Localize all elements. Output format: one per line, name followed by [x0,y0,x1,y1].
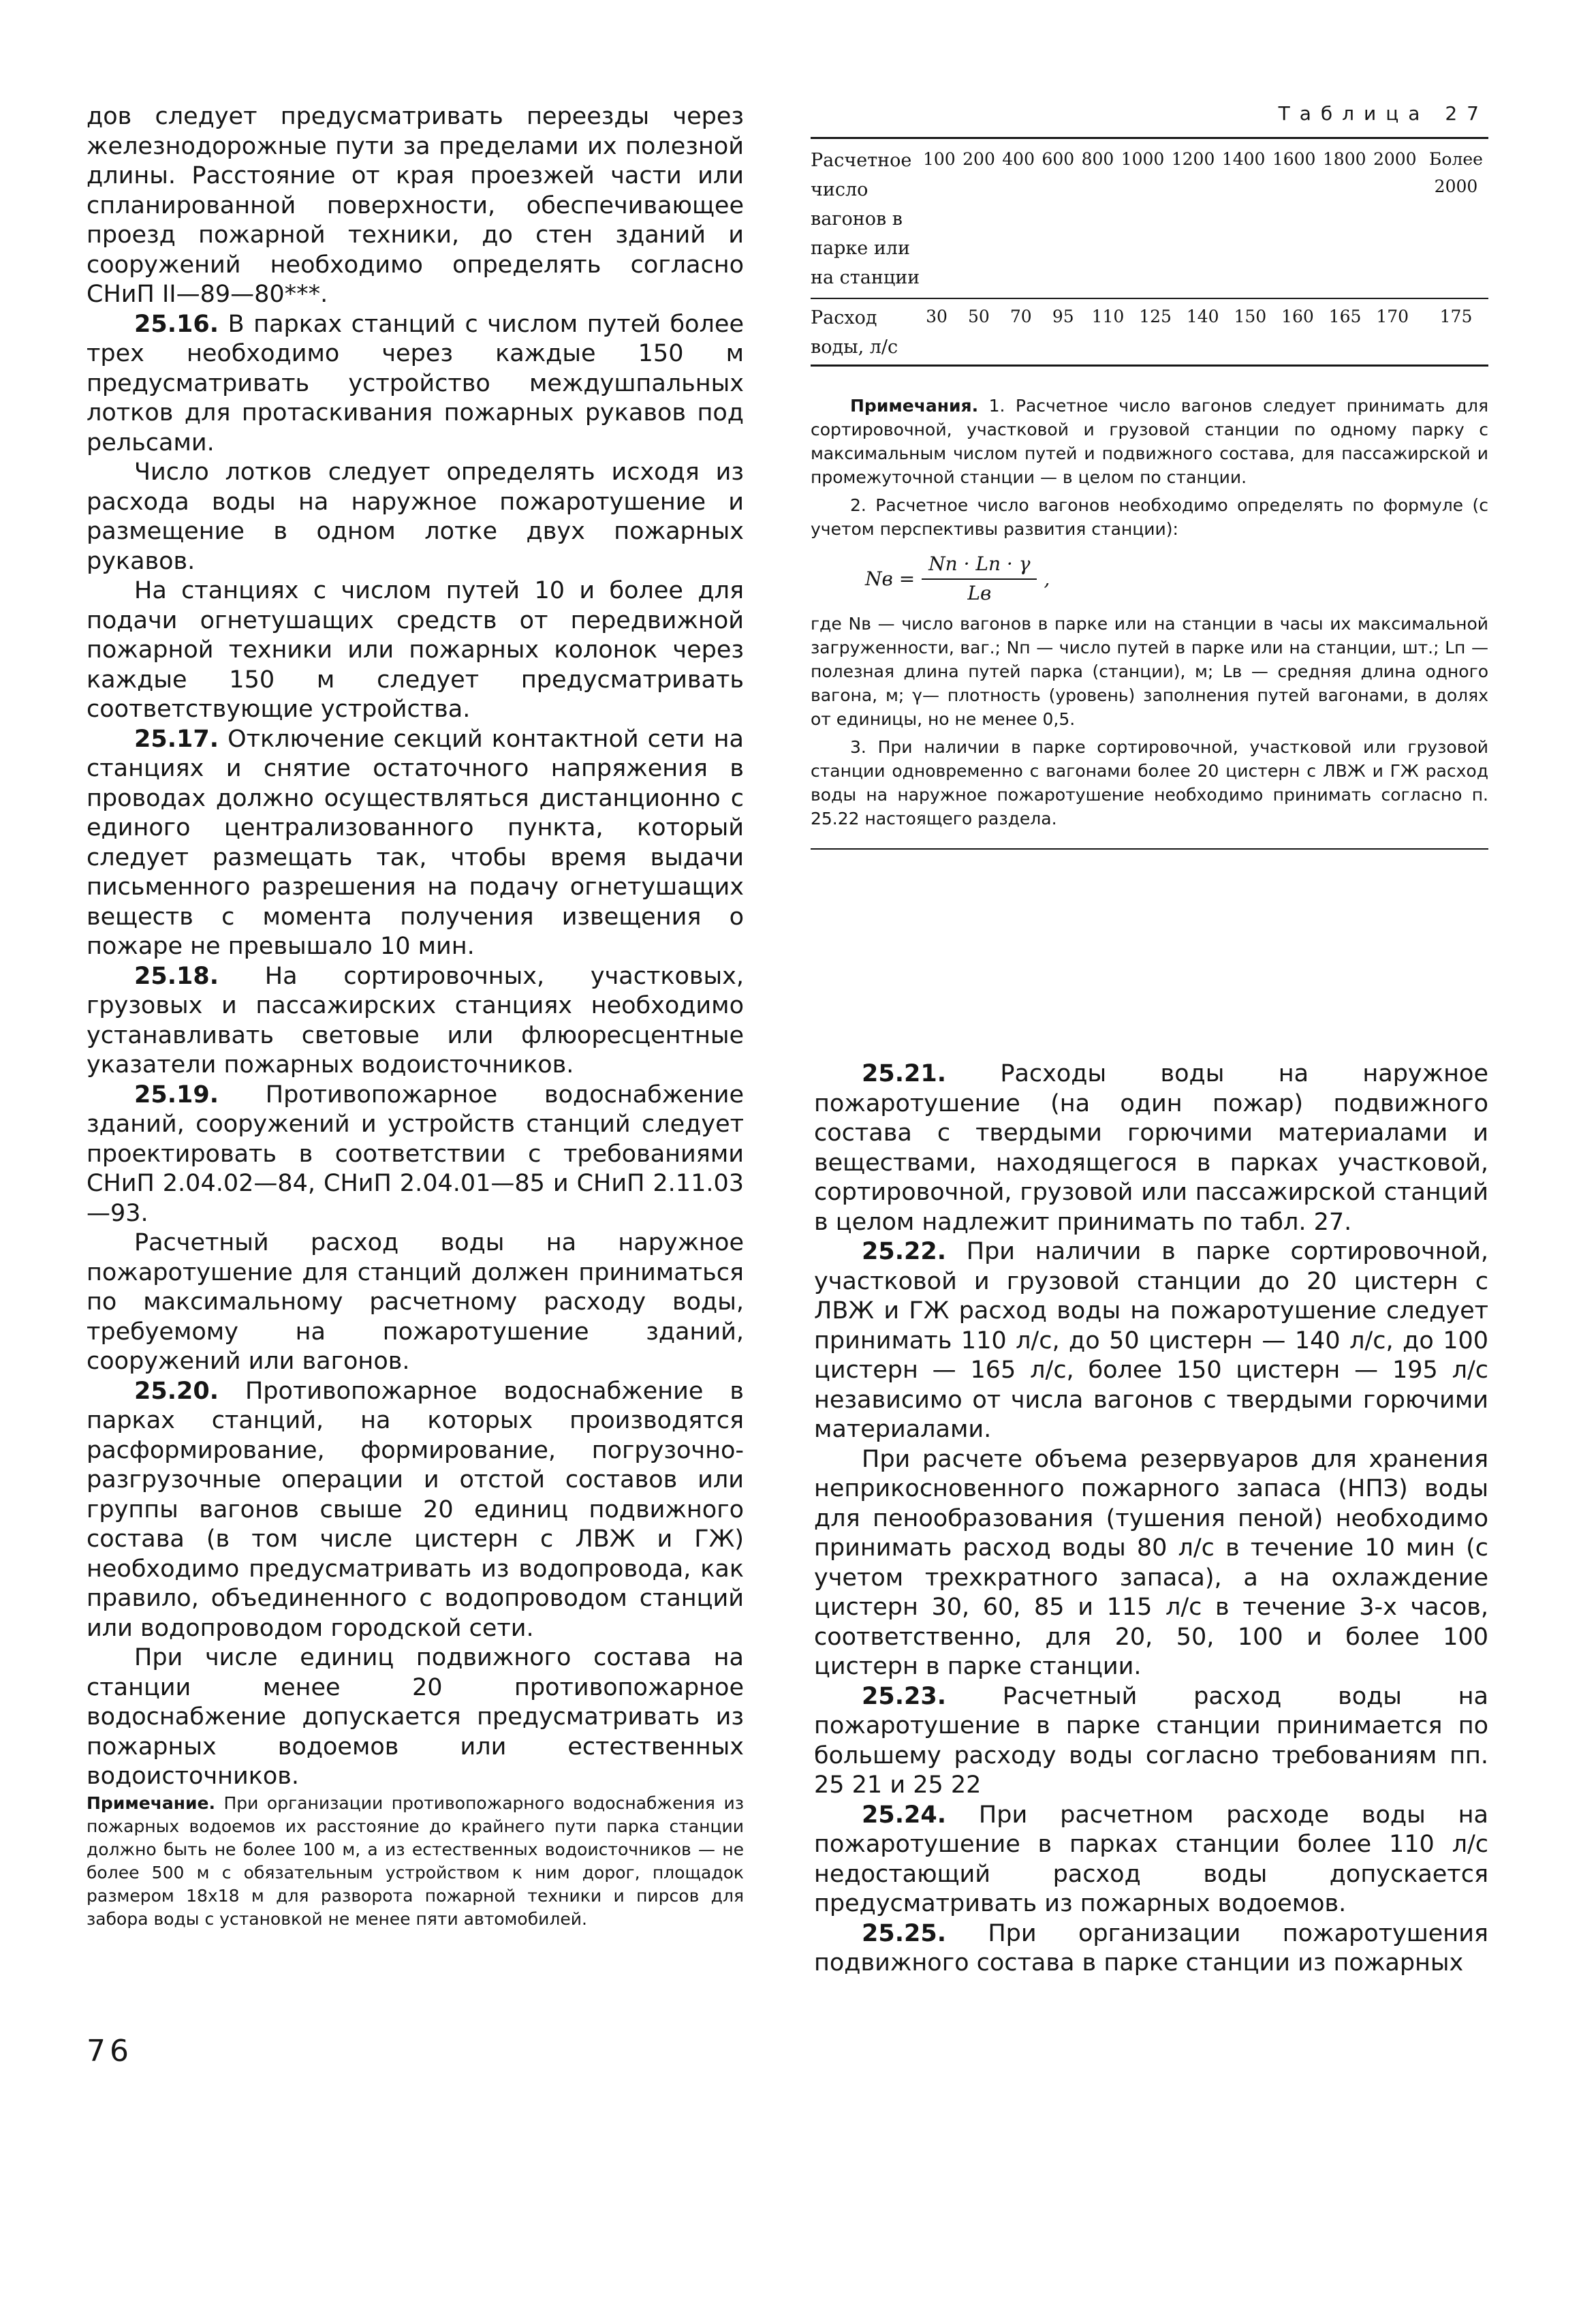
note-3: 3. При наличии в парке сортировочной, участковой или грузовой станции одновременно с вагонами более 20 цистерн с ЛВЖ и ГЖ расход воды на наружное пожаротушение необходимо принимать согласно п. 25.22 настоящего раздела. [811,737,1488,828]
table-notes [811,394,1488,850]
section-25-20 [87,1377,744,1644]
paragraph: Число лотков следует определять исходя из расхода воды на наружное пожаротушение и размещение в одном лотке двух пожарных рукавов. [87,459,744,575]
notes-label: Примечания. [850,396,979,416]
table-cell: Более 2000 [1429,149,1483,196]
table-cell: 50 [968,307,990,326]
section-number: 25.25. [862,1919,947,1947]
table-row-water [811,299,1488,365]
section-number: 25.16. [134,310,219,338]
table-cell: 175 [1439,307,1473,326]
section-text: Противопожарное водоснабжение зданий, сооружений и устройств станций следует проектировать в соответствии с требованиями СНиП 2.04.02—84, СНиП 2.04.01—85 и СНиП 2.11.03—93. [87,1081,744,1227]
section-25-22 [814,1237,1488,1445]
note [87,1792,744,1931]
table-cell: 95 [1052,307,1074,326]
section-text: При организации пожаротушения подвижного состава в парке станции из пожарных [814,1919,1488,1977]
section-text: При наличии в парке сортировочной, участковой и грузовой станции до 20 цистерн с ЛВЖ и ГЖ расход воды на пожаротушение следует принимать 110 л/с, до 50 цистерн — 140 л/с, до 100 цистерн — 165 л/с, более 150 цистерн — 195 л/с независимо от числа вагонов с твердыми горючими материалами. [814,1238,1488,1443]
table-cell: 2000 [1373,149,1417,169]
section-number: 25.19. [134,1081,219,1109]
formula-numerator: Nn · Ln · γ [922,552,1037,580]
table-row-wagons [811,139,1488,298]
section-25-16 [87,310,744,459]
formula-lhs: Nв = [865,567,916,590]
formula-denominator: Lв [967,582,992,604]
table-cell: 100 [923,149,956,169]
section-25-19 [87,1081,744,1229]
row-values [923,146,1488,200]
section-text: Отключение секций контактной сети на станциях и снятие остаточного напряжения в проводах должно осуществляться дистанционно с единого централизованного пункта, который следует размещать так, чтобы время выдачи письменного разрешения на подачу огнетушащих веществ с момента получения извещения о пожаре не превышало 10 мин. [87,725,744,960]
section-text: При расчетном расходе воды на пожаротушение в парках станции более 110 л/с недостающий расход воды допускается предусматривать из пожарных водоемов. [814,1801,1488,1917]
table-cell: 140 [1186,307,1219,326]
paragraph: При числе единиц подвижного состава на станции менее 20 противопожарное водоснабжение допускается предусматривать из пожарных водоемов или естественных водоисточников. [87,1644,744,1790]
table-cell: 110 [1091,307,1125,326]
table-cell: 170 [1376,307,1409,326]
section-number: 25.23. [862,1682,947,1710]
section-text: В парках станций с числом путей более трех необходимо через каждые 150 м предусматривать устройство междушпальных лотков для протаскивания пожарных рукавов под рельсами. [87,310,744,456]
table-bottom-rule [811,365,1488,367]
left-column [87,102,744,1931]
table-cell: 1800 [1322,149,1366,169]
table-cell: 800 [1081,149,1114,169]
row-header: Расход воды, л/с [811,307,898,358]
note-text: При организации противопожарного водоснабжения из пожарных водоемов их расстояние до крайнего пути парка станции должно быть не более 100 м, а из естественных водоисточников — не более 500 м с обязательным устройством к ним дорог, площадок размером 18х18 м для разворота пожарной техники и пирсов для забора воды с установкой не менее пяти автомобилей. [87,1793,744,1929]
paragraph-continued: дов следует предусматривать переезды через железнодорожные пути за пределами их полезной длины. Расстояние от края проезжей части или спланированной поверхности, обеспечивающее проезд пожарной техники, до стен зданий и сооружений необходимо определять согласно СНиП II—89—80***. [87,103,744,308]
paragraph: Расчетный расход воды на наружное пожаротушение для станций должен приниматься по максимальному расчетному расходу воды, требуемому на пожаротушение зданий, сооружений или вагонов. [87,1229,744,1375]
section-25-23 [814,1682,1488,1801]
section-number: 25.24. [862,1801,947,1829]
paragraph: На станциях с числом путей 10 и более для подачи огнетушащих средств от передвижной пожарной техники или пожарных колонок через каждые 150 м следует предусматривать соответствующие устройства. [87,577,744,723]
table-cell: 160 [1281,307,1314,326]
row-values [923,303,1488,330]
table-cell: 125 [1139,307,1172,326]
section-text: Расходы воды на наружное пожаротушение (на один пожар) подвижного состава с твердыми горючими материалами и веществами, находящегося в парках участковой, сортировочной, грузовой или пассажирской станций в целом надлежит принимать по табл. 27. [814,1060,1488,1236]
section-text: На сортировочных, участковых, грузовых и пассажирских станциях необходимо устанавливать световые или флюоресцентные указатели пожарных водоисточников. [87,962,744,1079]
note-label: Примечание. [87,1793,216,1813]
table-cell: 1000 [1121,149,1165,169]
section-25-21 [814,1059,1488,1237]
section-text: Противопожарное водоснабжение в парках станций, на которых производятся расформирование, формирование, погрузочно-разгрузочные операции и отстой составов или группы вагонов свыше 20 единиц подвижного состава (в том числе цистерн с ЛВЖ и ГЖ) необходимо предусматривать из водопровода, как правило, объединенного с водопроводом станций или водопроводом городской сети. [87,1377,744,1642]
table-cell: 400 [1002,149,1035,169]
section-number: 25.17. [134,725,219,753]
section-25-24 [814,1801,1488,1919]
table-cell: 1400 [1221,149,1266,169]
note-1 [811,394,1488,489]
formula-tail: , [1044,567,1050,590]
table-cell: 165 [1328,307,1362,326]
page-number: 76 [87,2034,133,2069]
table-cell: 1600 [1272,149,1316,169]
formula [865,552,1488,605]
table-cell: 70 [1010,307,1032,326]
note-2: 2. Расчетное число вагонов необходимо определять по формуле (с учетом перспективы развития станции): [811,495,1488,539]
section-number: 25.22. [862,1238,947,1265]
section-number: 25.21. [862,1060,947,1087]
table-caption: Таблица 27 [1278,102,1488,125]
formula-fraction [922,552,1037,605]
table-cell: 600 [1042,149,1075,169]
row-header: Расчетное число вагонов в парке или на станции [811,150,920,288]
section-25-25 [814,1919,1488,1979]
note-text: 1. Расчетное число вагонов следует принимать для сортировочной, участковой и грузовой станции по одному парку с максимальным числом путей и подвижного состава, для пассажирской и промежуточной станции — в целом по станции. [811,396,1488,487]
section-number: 25.20. [134,1377,219,1405]
table-cell: 150 [1234,307,1267,326]
notes-end-rule [811,848,1488,850]
section-25-18 [87,962,744,1081]
note-2-where: где Nв — число вагонов в парке или на станции в часы их максимальной загруженности, ваг.; Nп — число путей в парке или на станции, шт.; Lп — полезная длина путей парка (станции), м; Lв — средняя длина одного вагона, м; γ— плотность (уровень) заполнения путей вагонами, в долях от единицы, но не менее 0,5. [811,614,1488,729]
paragraph: При расчете объема резервуаров для хранения неприкосновенного пожарного запаса (НПЗ) воды для пенообразования (тушения пеной) необходимо принимать расход воды 80 л/с в течение 10 мин (с учетом трехкратного запаса), а на охлаждение цистерн 30, 60, 85 и 115 л/с в течение 3-х часов, соответственно, для 20, 50, 100 и более 100 цистерн в парке станции. [814,1445,1488,1680]
table-cell: 30 [926,307,948,326]
right-column [814,1059,1488,1979]
section-25-17 [87,725,744,962]
table-cell: 1200 [1171,149,1215,169]
section-text: Расчетный расход воды на пожаротушение в парке станции принимается по большему расходу воды согласно требованиям пп. 25 21 и 25 22 [814,1682,1488,1799]
table-27 [811,102,1488,850]
table-cell: 200 [963,149,995,169]
section-number: 25.18. [134,962,219,990]
